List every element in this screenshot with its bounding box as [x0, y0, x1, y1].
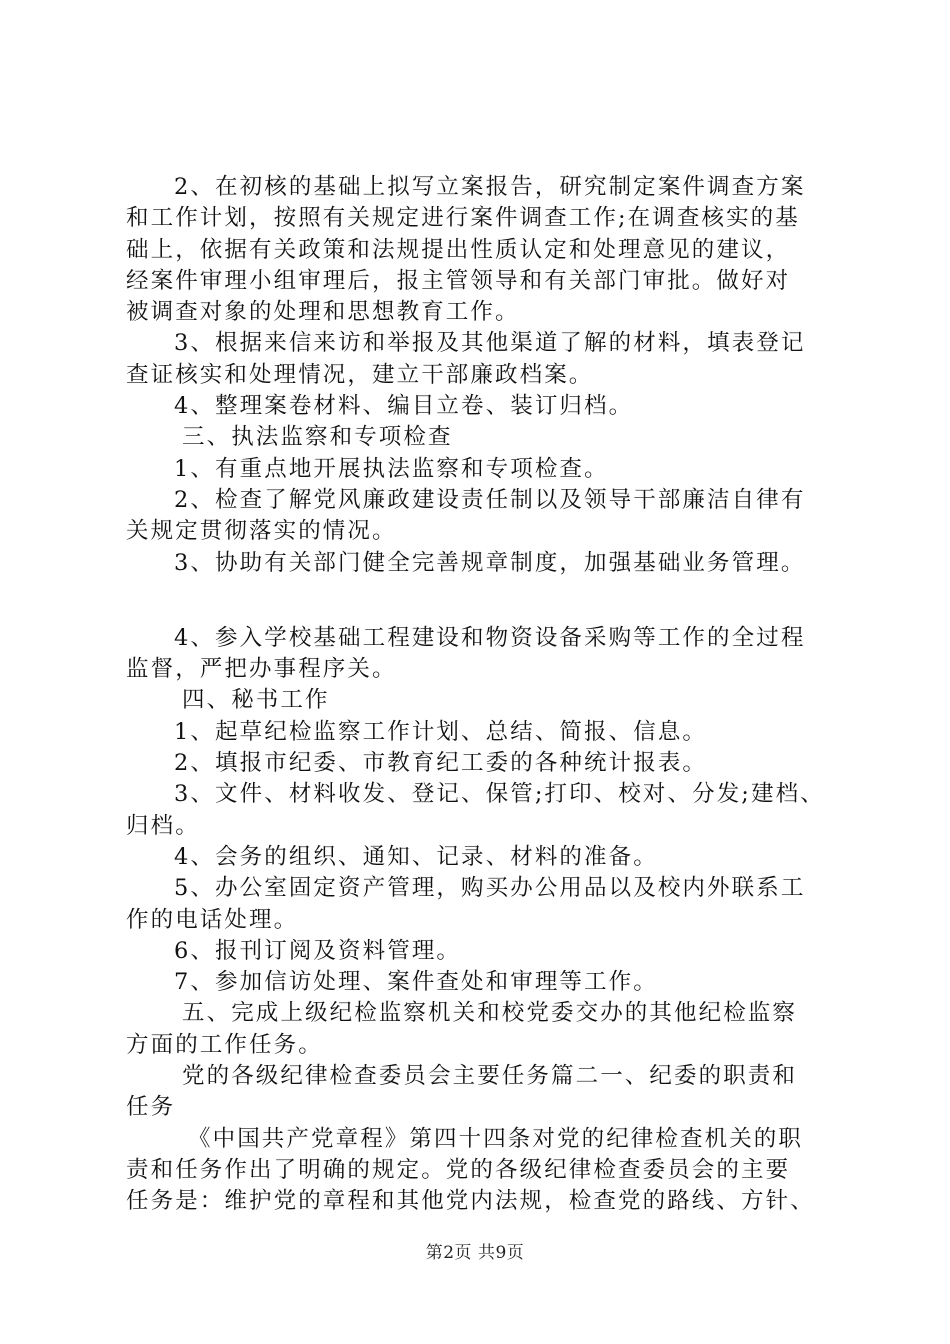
paragraph-line: 3、根据来信来访和举报及其他渠道了解的材料，填表登记	[174, 330, 806, 357]
document-body	[126, 172, 834, 1218]
paragraph-gap	[126, 579, 834, 623]
paragraph-line: 任务	[126, 1094, 176, 1121]
paragraph-line: 监督，严把办事程序关。	[126, 656, 397, 683]
paragraph-line: 5、办公室固定资产管理，购买办公用品以及校内外联系工	[174, 875, 806, 902]
paragraph-line: 党的各级纪律检查委员会主要任务篇二一、纪委的职责和	[182, 1063, 798, 1090]
paragraph-line: 作的电话处理。	[126, 906, 299, 933]
paragraph-line: 归档。	[126, 812, 200, 839]
paragraph-line: 查证核实和处理情况，建立干部廉政档案。	[126, 361, 594, 388]
page-number-footer: 第2页 共9页	[425, 1243, 525, 1263]
paragraph-line: 6、报刊订阅及资料管理。	[174, 937, 462, 964]
paragraph-line: 关规定贯彻落实的情况。	[126, 518, 397, 545]
paragraph-line: 7、参加信访处理、案件查处和审理等工作。	[174, 969, 658, 996]
paragraph-line: 3、协助有关部门健全完善规章制度，加强基础业务管理。	[174, 549, 806, 576]
paragraph-line: 4、会务的组织、通知、记录、材料的准备。	[174, 843, 658, 870]
paragraph-line: 1、有重点地开展执法监察和专项检查。	[174, 455, 609, 482]
section-heading: 四、秘书工作	[182, 687, 330, 714]
paragraph-line: 责和任务作出了明确的规定。党的各级纪律检查委员会的主要	[126, 1156, 791, 1183]
paragraph-line: 1、起草纪检监察工作计划、总结、简报、信息。	[174, 718, 708, 745]
paragraph-line: 《中国共产党章程》第四十四条对党的纪律检查机关的职	[188, 1125, 804, 1152]
paragraph-line: 被调查对象的处理和思想教育工作。	[126, 299, 520, 326]
paragraph-line: 2、检查了解党风廉政建设责任制以及领导干部廉洁自律有	[174, 486, 806, 513]
paragraph-line: 方面的工作任务。	[126, 1031, 323, 1058]
paragraph-line: 任务是：维护党的章程和其他党内法规，检查党的路线、方针、	[126, 1188, 815, 1215]
paragraph-line: 经案件审理小组审理后，报主管领导和有关部门审批。做好对	[126, 267, 791, 294]
section-heading: 三、执法监察和专项检查	[182, 424, 453, 451]
paragraph-line: 4、整理案卷材料、编目立卷、装订归档。	[174, 393, 634, 420]
paragraph-line: 3、文件、材料收发、登记、保管;打印、校对、分发;建档、	[174, 781, 825, 808]
paragraph-line: 2、填报市纪委、市教育纪工委的各种统计报表。	[174, 750, 708, 777]
section-heading: 五、完成上级纪检监察机关和校党委交办的其他纪检监察	[182, 1000, 798, 1027]
paragraph-line: 础上，依据有关政策和法规提出性质认定和处理意见的建议，	[126, 236, 791, 263]
paragraph-line: 4、参入学校基础工程建设和物资设备采购等工作的全过程	[174, 624, 806, 651]
paragraph-line: 2、在初核的基础上拟写立案报告，研究制定案件调查方案	[174, 174, 806, 200]
paragraph-line: 和工作计划，按照有关规定进行案件调查工作;在调查核实的基	[126, 205, 800, 232]
